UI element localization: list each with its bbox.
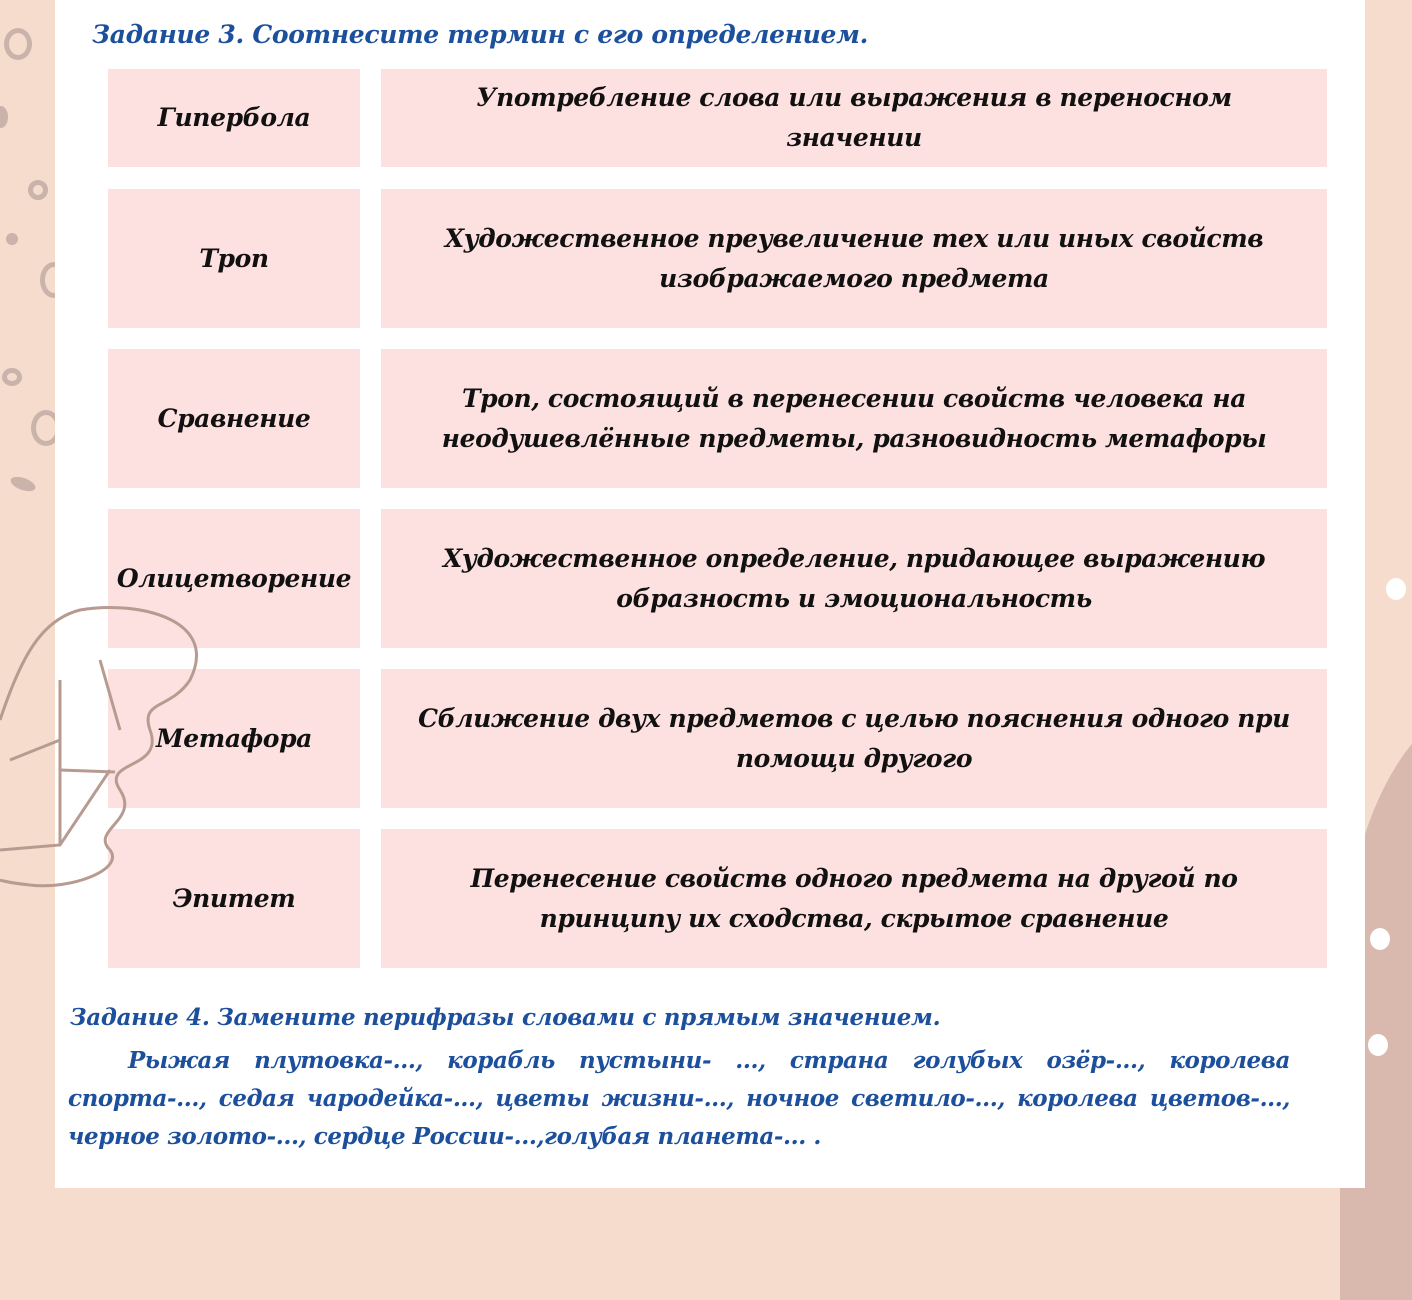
definition-cell: Художественное определение, придающее выражению образность и эмоциональность — [381, 509, 1327, 648]
definition-cell: Перенесение свойств одного предмета на другой по принципу их сходства, скрытое сравнение — [381, 829, 1327, 968]
task3-title: Задание 3. Соотнесите термин с его определением. — [92, 20, 869, 49]
task4-title: Задание 4. Замените перифразы словами с прямым значением. — [70, 1004, 941, 1031]
term-cell: Гипербола — [108, 69, 360, 167]
term-cell: Эпитет — [108, 829, 360, 968]
task4-text: Рыжая плутовка-..., корабль пустыни- ..., страна голубых озёр-..., королева спорта-..., седая чародейка-..., цветы жизни-..., ночное светило-..., королева цветов-..., черное золото-..., сердце России-...,голубая планета-... . — [68, 1047, 1290, 1150]
decorative-dot — [0, 106, 8, 128]
decorative-ring — [2, 368, 22, 386]
leaf-outline-decoration — [0, 600, 230, 900]
decorative-dot — [9, 474, 38, 494]
definition-cell: Троп, состоящий в перенесении свойств человека на неодушевлённые предметы, разновидность метафоры — [381, 349, 1327, 488]
term-cell: Троп — [108, 189, 360, 328]
decorative-dot — [1386, 578, 1406, 600]
decorative-dot — [1370, 928, 1390, 950]
term-cell: Метафора — [108, 669, 360, 808]
definition-cell: Употребление слова или выражения в переносном значении — [381, 69, 1327, 167]
term-cell: Сравнение — [108, 349, 360, 488]
decorative-ring — [28, 180, 48, 200]
decorative-ring — [4, 28, 32, 60]
decorative-dot — [6, 233, 18, 245]
definition-cell: Сближение двух предметов с целью пояснения одного при помощи другого — [381, 669, 1327, 808]
decorative-dot — [1368, 1034, 1388, 1056]
definition-cell: Художественное преувеличение тех или иных свойств изображаемого предмета — [381, 189, 1327, 328]
term-cell: Олицетворение — [108, 509, 360, 648]
